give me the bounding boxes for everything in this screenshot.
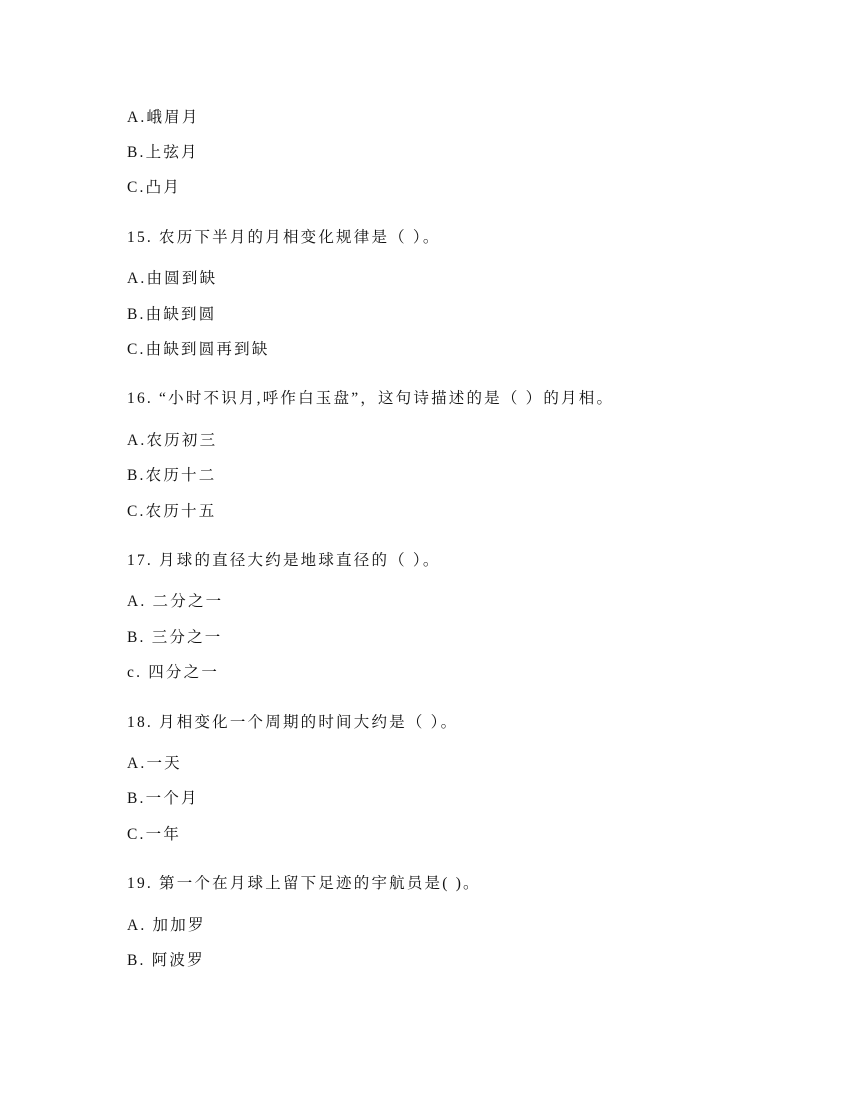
q16-option-b: B.农历十二 (127, 467, 217, 484)
q17-option-b: B. 三分之一 (127, 629, 223, 646)
q17-option-c: c. 四分之一 (127, 664, 220, 681)
q14-option-c: C.凸月 (127, 179, 182, 196)
q14-option-b: B.上弦月 (127, 144, 199, 161)
q17-stem: 17. 月球的直径大约是地球直径的（ ）。 (127, 552, 441, 569)
q19-option-b: B. 阿波罗 (127, 952, 205, 969)
q16-option-c: C.农历十五 (127, 503, 217, 520)
q17-option-a: A. 二分之一 (127, 593, 224, 610)
q18-option-b: B.一个月 (127, 790, 199, 807)
q15-option-c: C.由缺到圆再到缺 (127, 341, 270, 358)
q18-option-a: A.一天 (127, 755, 182, 772)
q18-option-c: C.一年 (127, 826, 182, 843)
q19-stem: 19. 第一个在月球上留下足迹的宇航员是( )。 (127, 875, 481, 892)
q18-stem: 18. 月相变化一个周期的时间大约是（ ）。 (127, 714, 459, 731)
q15-stem: 15. 农历下半月的月相变化规律是（ ）。 (127, 229, 441, 246)
q15-option-b: B.由缺到圆 (127, 306, 217, 323)
q19-option-a: A. 加加罗 (127, 917, 206, 934)
q16-stem: 16. “小时不识月,呼作白玉盘”，这句诗描述的是（ ）的月相。 (127, 390, 615, 407)
q15-option-a: A.由圆到缺 (127, 270, 218, 287)
q14-option-a: A.峨眉月 (127, 109, 200, 126)
q16-option-a: A.农历初三 (127, 432, 218, 449)
